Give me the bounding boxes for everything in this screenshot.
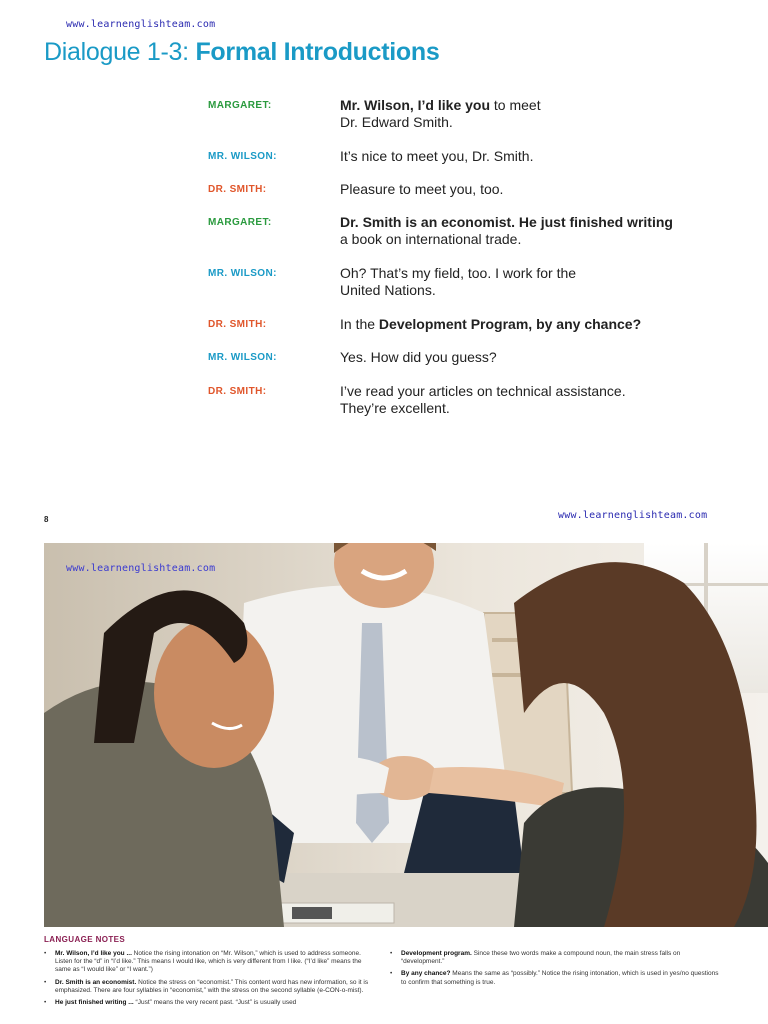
bullet-icon: •: [44, 978, 47, 986]
note-text: Means the same as “possibly.” Notice the rising intonation, which is used in yes/no questions to confirm that something is true.: [401, 970, 719, 986]
speech-line1: Oh? That’s my field, too. I work for the: [340, 265, 577, 281]
speech-text: [340, 97, 700, 130]
speech-rest: to meet: [490, 97, 541, 113]
page-number: 8: [44, 515, 49, 524]
language-note: [390, 950, 720, 966]
bullet-icon: •: [390, 970, 393, 978]
handshake-photo: [44, 543, 768, 927]
note-text: “Just” means the very recent past. “Just” is usually used: [133, 999, 297, 1007]
watermark-photo: www.learnenglishteam.com: [66, 563, 216, 574]
language-notes-right: [390, 950, 720, 991]
language-notes-left: [44, 950, 374, 1011]
speaker-label: DR. SMITH:: [208, 184, 267, 195]
speaker-label: MR. WILSON:: [208, 352, 277, 363]
bullet-icon: •: [44, 999, 47, 1007]
page-title: [44, 38, 439, 67]
bullet-icon: •: [390, 950, 393, 957]
watermark-top: www.learnenglishteam.com: [66, 19, 216, 30]
speech-line2: Dr. Edward Smith.: [340, 113, 453, 130]
language-note: [390, 970, 720, 986]
language-note: [44, 979, 374, 995]
note-text: Notice the rising intonation on “Mr. Wilson,” which is used to address someone. Listen for the “d” in “I’d like.” This means I would like, which is very different from I like. (“I’d like” means the same as “I would like” or “I want.”): [55, 950, 362, 974]
speech-pre: In the: [340, 316, 379, 332]
bullet-icon: •: [44, 950, 47, 957]
speech-text: Pleasure to meet you, too.: [340, 181, 504, 197]
handshake-illustration: [44, 543, 768, 927]
speech-text: [340, 214, 680, 247]
speaker-label: DR. SMITH:: [208, 386, 267, 397]
language-notes-heading: LANGUAGE NOTES: [44, 935, 126, 944]
speaker-label: MARGARET:: [208, 217, 272, 228]
note-text: Since these two words make a compound noun, the main stress falls on “development.”: [401, 950, 681, 966]
speech-bold: Dr. Smith is an economist. He just finished writing: [340, 214, 673, 230]
speaker-label: DR. SMITH:: [208, 319, 267, 330]
speech-line2: United Nations.: [340, 281, 436, 298]
speech-text: [340, 265, 700, 298]
title-main: Formal Introductions: [195, 38, 440, 66]
speech-line1: I’ve read your articles on technical assistance.: [340, 383, 626, 399]
watermark-middle: www.learnenglishteam.com: [558, 510, 708, 521]
note-term: Development program.: [401, 950, 472, 957]
speech-text: [340, 383, 700, 416]
speech-text: [340, 316, 700, 333]
speaker-label: MR. WILSON:: [208, 151, 277, 162]
speaker-label: MR. WILSON:: [208, 268, 277, 279]
speech-line2: They’re excellent.: [340, 399, 450, 416]
note-term: Mr. Wilson, I’d like you ...: [55, 950, 132, 957]
speech-text: Yes. How did you guess?: [340, 349, 497, 365]
speech-rest: a book on international trade.: [340, 230, 522, 247]
title-prefix: Dialogue 1-3:: [44, 38, 196, 66]
note-term: He just finished writing ...: [55, 999, 134, 1007]
speaker-label: MARGARET:: [208, 100, 272, 111]
note-text: Notice the stress on “economist.” This content word has new information, so it is emphasized. There are four syllables in “economist,” with the stress on the second syllable (e-CON-o-mist).: [55, 978, 369, 994]
speech-bold: Mr. Wilson, I’d like you: [340, 97, 491, 113]
speech-bold: Development Program, by any chance?: [378, 316, 642, 332]
speech-text: It’s nice to meet you, Dr. Smith.: [340, 148, 534, 164]
note-term: By any chance?: [401, 970, 451, 978]
language-note: [44, 999, 374, 1007]
note-term: Dr. Smith is an economist.: [55, 978, 137, 986]
language-note: [44, 950, 374, 975]
